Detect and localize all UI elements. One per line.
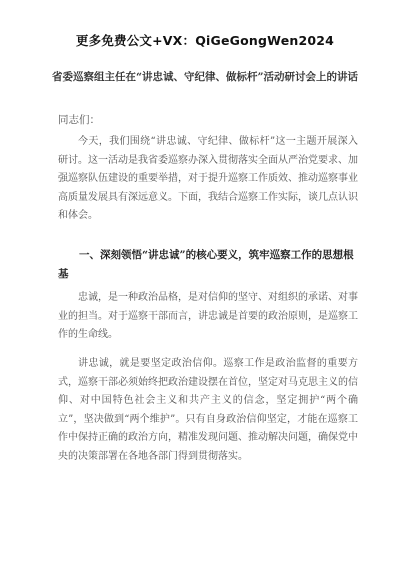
section-heading-1: 一、深刻领悟“讲忠诚”的核心要义，筑牢巡察工作的思想根基 [58, 249, 354, 280]
salutation: 同志们： [58, 114, 100, 126]
document-title: 省委巡察组主任在“讲忠诚、守纪律、做标杆”活动研讨会上的讲话 [51, 71, 359, 83]
intro-paragraph: 今天，我们围绕“讲忠诚、守纪律、做标杆”这一主题开展深入研讨。这一活动是我省委巡察办深入贯彻落实全面从严治党要求、加强巡察队伍建设的重要举措，对于提升巡察工作质效、推动巡察事业高质量发展具有深远意义。下面，我结合巡察工作实际，谈几点认识和体会。 [58, 136, 358, 221]
body-paragraph-loyalty: 忠诚，是一种政治品格，是对信仰的坚守、对组织的承诺、对事业的担当。对于巡察干部而言，讲忠诚是首要的政治原则，是巡察工作的生命线。 [58, 292, 358, 340]
promo-banner: 更多免费公文+VX：QiGeGongWen2024 [75, 33, 335, 48]
body-paragraph-belief: 讲忠诚，就是要坚定政治信仰。巡察工作是政治监督的重要方式，巡察干部必须始终把政治建设摆在首位，坚定对马克思主义的信仰、对中国特色社会主义和共产主义的信念，坚定拥护“两个确立”，坚决做到“两个维护”。只有自身政治信仰坚定，才能在巡察工作中保持正确的政治方向，精准发现问题、推动解决问题，确保党中央的决策部署在各地各部门得到贯彻落实。 [58, 358, 358, 462]
